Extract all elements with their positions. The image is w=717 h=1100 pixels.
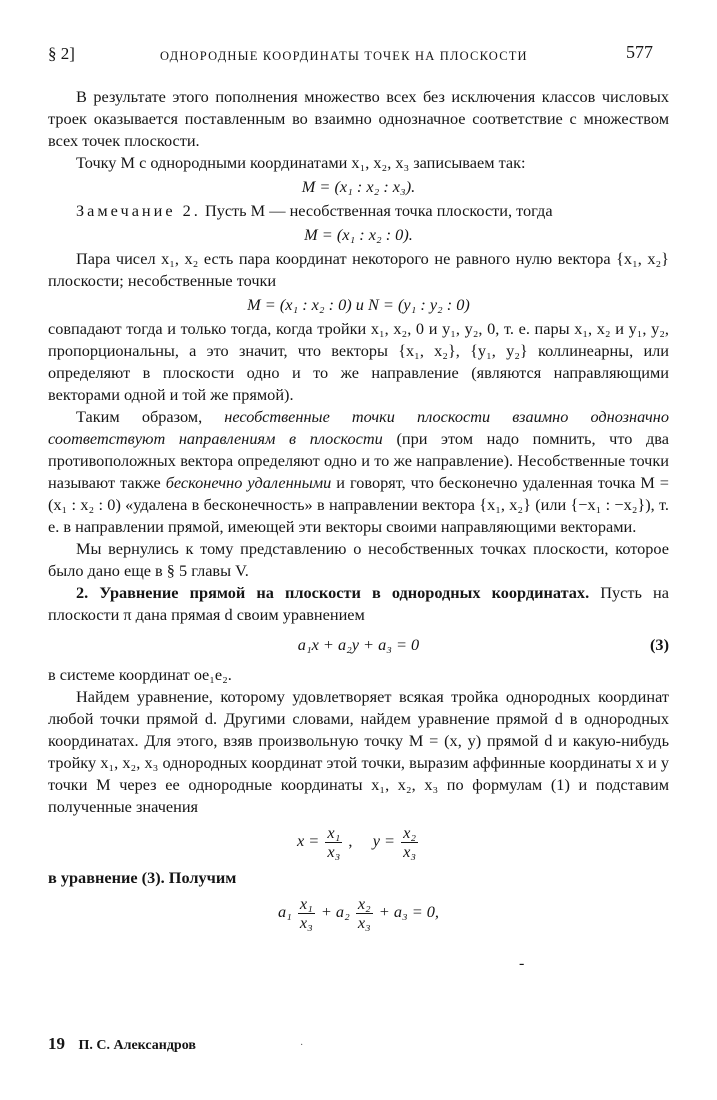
running-head-title: ОДНОРОДНЫЕ КООРДИНАТЫ ТОЧЕК НА ПЛОСКОСТИ <box>160 49 528 63</box>
numbered-equation <box>48 634 669 656</box>
equation-lhs: y = <box>372 831 396 851</box>
denominator: x₃ <box>403 842 417 861</box>
remark-label: Замечание 2. <box>76 201 201 220</box>
section-title: 2. Уравнение прямой на плоскости в однородных координатах. <box>76 583 590 602</box>
text-run: Таким образом, <box>76 407 203 426</box>
running-head-section: § 2] <box>48 44 75 63</box>
emphasis-text: несобственные точки плоскости взаимно однозначно соответствуют направлениям в плоскости <box>48 407 669 448</box>
numerator: x₂ <box>403 823 417 842</box>
paragraph: Найдем уравнение, которому удовлетворяет всякая тройка однородных координат любой точки прямой d. Другими словами, найдем уравнение прямой d в однородных координатах. Для этого, взяв произвольную точку M = (x, y) прямой d и какую-нибудь тройку x₁, x₂, x₃ однородных координат этой точки, выразим аффинные координаты x и y точки M через ее однородные координаты x₁, x₂, x₃ по формулам (1) и подставим полученные значения <box>48 687 669 816</box>
fraction <box>356 895 373 932</box>
coefficient: a₁ <box>278 902 292 922</box>
author-name: П. С. Александров <box>78 1038 196 1053</box>
text-run: и говорят, что бесконечно удаленная точка M = (x₁ : x₂ : 0) «удалена в бесконечность» в направлении вектора {x₁, x₂} (или {−x₁ : −x₂}), т. е. в направлении прямой, имеющей эти векторы своими направляющими векторами. <box>48 473 669 536</box>
equation-lhs: x = <box>296 831 320 851</box>
fraction <box>298 895 315 932</box>
fraction-equations: x = $\frac{\text{x₁}}{\text{x₃}}$ , y = $\frac{\text{x₂}}{\text{x₃}}$ <box>296 823 417 861</box>
equation: M = (x₁ : x₂ : x₃). <box>301 177 416 196</box>
coefficient: + a₂ <box>320 902 350 922</box>
denominator: x₃ <box>299 913 313 932</box>
paragraph: Мы вернулись к тому представлению о несобственных точках плоскости, которое было дано еще в § 5 главы V. <box>48 539 669 580</box>
page-body <box>48 86 669 938</box>
equation-tail: + a₃ = 0, <box>378 902 439 922</box>
result-equation <box>48 895 669 932</box>
paragraph: в уравнение (3). Получим <box>48 868 237 887</box>
denominator: x₃ <box>327 842 341 861</box>
section-paragraph <box>48 582 669 626</box>
numerator: x₁ <box>327 823 341 842</box>
margin-dash: - <box>519 955 525 972</box>
page-number: 577 <box>626 42 653 62</box>
paragraph: совпадают тогда и только тогда, когда тройки x₁, x₂, 0 и y₁, y₂, 0, т. е. пары x₁, x₂ и y₁, y₂, пропорциональны, а это значит, что векторы {x₁, x₂}, {y₁, y₂} коллинеарны, или определяют в плоскости одно и то же направление (являются направляющими векторами одной и той же прямой). <box>48 319 669 404</box>
remark-paragraph <box>48 200 669 222</box>
numerator: x₂ <box>357 894 371 913</box>
paragraph: В результате этого пополнения множество всех без исключения классов числовых троек оказывается поставленным во взаимно однозначное соответствие с множеством всех точек плоскости. <box>48 87 669 150</box>
numerator: x₁ <box>299 894 313 913</box>
equation: M = (x₁ : x₂ : 0). <box>304 225 413 244</box>
fraction <box>325 824 342 861</box>
remark-text: Пусть M — несобственная точка плоскости, тогда <box>204 201 553 220</box>
paragraph: Точку M с однородными координатами x₁, x₂, x₃ записываем так: <box>76 153 526 172</box>
paragraph <box>48 406 669 538</box>
section-text: Пусть на плоскости π дана прямая d своим уравнением <box>48 583 669 624</box>
equation: M = (x₁ : x₂ : 0) и N = (y₁ : y₂ : 0) <box>247 295 470 314</box>
paragraph: в системе координат oe₁e₂. <box>48 665 232 684</box>
text-run: (при этом надо помнить, что два противоположных вектора определяют одно и то же направление). Несобственные точки называют также <box>48 429 669 492</box>
emphasis-text: бесконечно удаленными <box>165 473 332 492</box>
equation: a₁x + a₂y + a₃ = 0 <box>297 635 420 654</box>
denominator: x₃ <box>357 913 371 932</box>
signature-number: 19 <box>48 1034 65 1053</box>
page-dot: · <box>300 1040 304 1051</box>
equation-number: (3) <box>650 635 669 654</box>
paragraph: Пара чисел x₁, x₂ есть пара координат некоторого не равного нулю вектора {x₁, x₂} плоскости; несобственные точки <box>48 249 669 290</box>
signature-line <box>48 1034 196 1054</box>
fraction <box>401 824 418 861</box>
